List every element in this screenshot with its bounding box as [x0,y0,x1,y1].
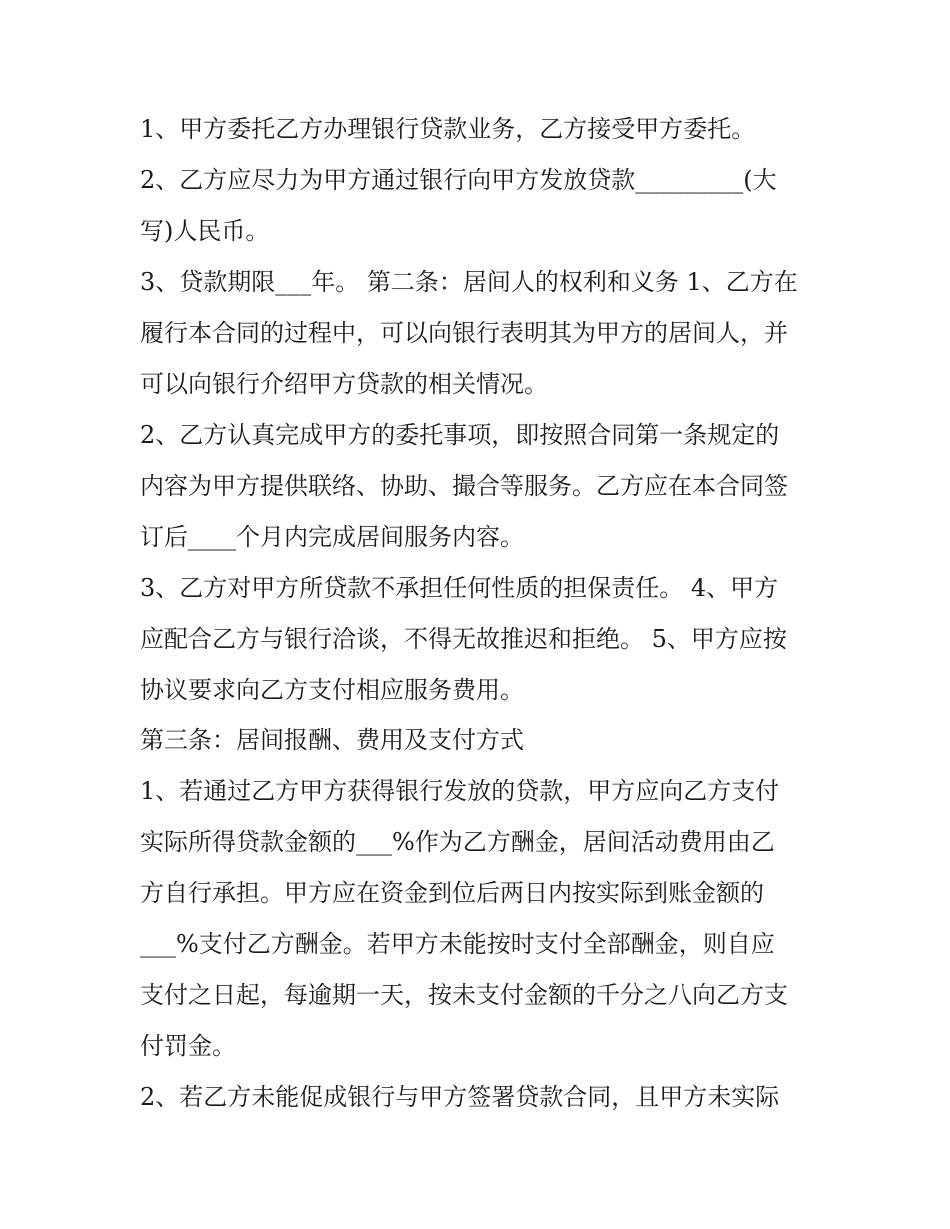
section-heading: 第三条：居间报酬、费用及支付方式 [140,726,524,754]
text-line: 方自行承担。甲方应在资金到位后两日内按实际到账金额的 [140,879,764,907]
text-line: 实际所得贷款金额的___%作为乙方酬金，居间活动费用由乙 [140,828,775,856]
text-line: 2、乙方应尽力为甲方通过银行向甲方发放贷款_________(大 [140,166,777,194]
text-line: 可以向银行介绍甲方贷款的相关情况。 [140,370,548,398]
text-line: 2、乙方认真完成甲方的委托事项，即按照合同第一条规定的 [140,421,780,449]
text-line: 写)人民币。 [140,217,270,245]
text-line: ___%支付乙方酬金。若甲方未能按时支付全部酬金，则自应 [140,930,775,958]
text-line: 3、贷款期限___年。 第二条：居间人的权利和义务 1、乙方在 [140,268,798,296]
text-line: 订后____个月内完成居间服务内容。 [140,523,524,551]
text-line: 应配合乙方与银行洽谈，不得无故推迟和拒绝。 5、甲方应按 [140,625,787,653]
text-line: 内容为甲方提供联络、协助、撮合等服务。乙方应在本合同签 [140,472,788,500]
text-line: 3、乙方对甲方所贷款不承担任何性质的担保责任。 4、甲方 [140,574,779,602]
text-line: 2、若乙方未能促成银行与甲方签署贷款合同，且甲方未实际 [140,1083,780,1111]
text-line: 履行本合同的过程中，可以向银行表明其为甲方的居间人，并 [140,319,788,347]
text-line: 付罚金。 [140,1032,236,1060]
text-line: 1、甲方委托乙方办理银行贷款业务，乙方接受甲方委托。 [140,115,756,143]
text-line: 支付之日起，每逾期一天，按未支付金额的千分之八向乙方支 [140,981,788,1009]
text-line: 1、若通过乙方甲方获得银行发放的贷款，甲方应向乙方支付 [140,777,780,805]
text-line: 协议要求向乙方支付相应服务费用。 [140,676,524,704]
